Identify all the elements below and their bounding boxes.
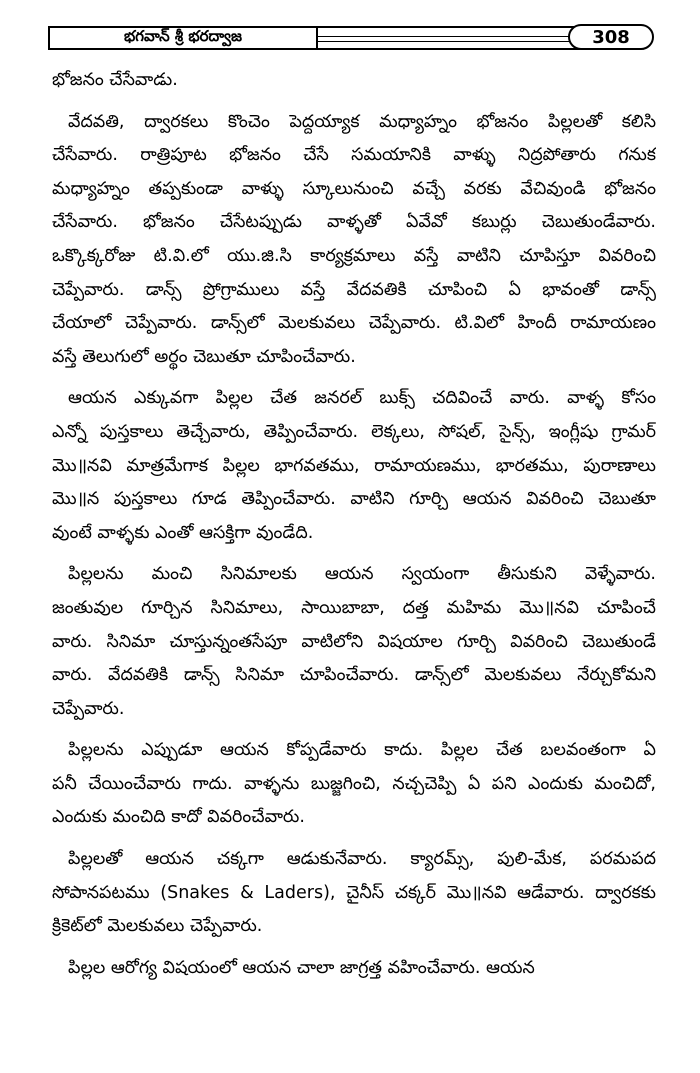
text-line: జంతువుల గూర్చిన సినిమాలు, సాయిబాబా, దత్త మహిమ మొ॥నవి చూపించే <box>52 597 656 618</box>
paragraph <box>52 843 656 944</box>
text-line: సోపానపటము (Snakes & Laders), చైనీస్ చక్కర్ మొ॥నవి ఆడేవారు. ద్వారకకు <box>52 882 656 903</box>
text-line: ఎందుకు మంచిది కాదో వివరించేవారు. <box>52 807 305 828</box>
text-line: మధ్యాహ్నం తప్పకుండా వాళ్ళు స్కూలునుంచి వచ్చే వరకు వేచివుండి భోజనం <box>52 178 656 199</box>
text-line: వారు. వేదవతికి డాన్స్ సినిమా చూపించేవారు. డాన్స్‌లో మెలకువలు నేర్చుకోమని <box>52 665 656 686</box>
text-line: పనీ చేయించేవారు గాదు. వాళ్ళను బుజ్జగించి, నచ్చచెప్పి ఏ పని ఎందుకు మంచిదో, <box>52 773 656 794</box>
text-line: ఒక్కొక్కరోజు టి.వి.లో యు.జి.సి కార్యక్రమాలు వస్తే వాటిని చూపిస్తూ వివరించి <box>52 245 656 266</box>
page-number-badge <box>568 24 654 50</box>
text-line: వారు. సినిమా చూస్తున్నంతసేపూ వాటిలోని విషయాల గూర్చి వివరించి చెబుతుండే <box>52 631 656 652</box>
paragraph <box>52 558 656 726</box>
text-line: చెప్పేవారు. డాన్స్ ప్రోగ్రాములు వస్తే వేదవతికి చూపించి ఏ భావంతో డాన్స్ <box>52 279 656 300</box>
text-line: వేదవతి, ద్వారకలు కొంచెం పెద్దయ్యాక మధ్యాహ్నం భోజనం పిల్లలతో కలిసి <box>68 111 656 132</box>
text-line: భోజనం చేసేవాడు. <box>52 70 178 90</box>
text-line: చేసేవారు. భోజనం చేసేటప్పుడు వాళ్ళతో ఏవేవో కబుర్లు చెబుతుండేవారు. <box>52 212 656 233</box>
paragraph <box>52 734 656 835</box>
paragraph <box>52 106 656 375</box>
text-line: పిల్లలను మంచి సినిమాలకు ఆయన స్వయంగా తీసుకుని వెళ్ళేవారు. <box>68 564 656 585</box>
page-number: 308 <box>592 26 630 48</box>
text-line: క్రికెట్‌లో మెలకువలు చెప్పేవారు. <box>52 916 263 937</box>
paragraph <box>52 952 656 986</box>
paragraph <box>52 64 656 98</box>
text-line: చేయాలో చెప్పేవారు. డాన్స్‌లో మెలకువలు చెప్పేవారు. టి.విలో హిందీ రామాయణం <box>52 313 656 334</box>
paragraph <box>52 382 656 550</box>
book-title: భగవాన్ శ్రీ భరద్వాజ <box>124 27 242 45</box>
text-line: మొ॥న పుస్తకాలు గూడ తెప్పించేవారు. వాటిని గూర్చి ఆయన వివరించి చెబుతూ <box>52 489 656 510</box>
text-line: చేసేవారు. రాత్రిపూట భోజనం చేసే సమయానికి వాళ్ళు నిద్రపోతారు గనుక <box>52 145 656 166</box>
text-line: వస్తే తెలుగులో అర్థం చెబుతూ చూపించేవారు. <box>52 346 356 367</box>
text-line: వుంటే వాళ్ళకు ఎంతో ఆసక్తిగా వుండేది. <box>52 522 314 543</box>
text-line: పిల్లలతో ఆయన చక్కగా ఆడుకునేవారు. క్యారమ్స్, పులి-మేక, పరమపద <box>68 849 656 870</box>
text-line: ఎన్నో పుస్తకాలు తెచ్చేవారు, తెప్పించేవారు. లెక్కలు, సోషల్, సైన్స్, ఇంగ్లీషు గ్రామర్ <box>52 421 656 442</box>
text-line: మొ॥నవి మాత్రమేగాక పిల్లల భాగవతము, రామాయణము, భారతము, పురాణాలు <box>52 455 656 476</box>
text-line: పిల్లలను ఎప్పుడూ ఆయన కోప్పడేవారు కాదు. పిల్లల చేత బలవంతంగా ఏ <box>68 740 656 761</box>
running-header <box>48 26 656 54</box>
header-rule-lines <box>318 26 580 50</box>
book-title-box <box>48 26 318 50</box>
text-line: ఆయన ఎక్కువగా పిల్లల చేత జనరల్ బుక్స్ చదివించే వారు. వాళ్ళ కోసం <box>68 388 656 409</box>
text-line: చెప్పేవారు. <box>52 698 125 719</box>
text-line: పిల్లల ఆరోగ్య విషయంలో ఆయన చాలా జాగ్రత్త వహించేవారు. ఆయన <box>68 957 535 978</box>
page-body <box>52 64 656 993</box>
